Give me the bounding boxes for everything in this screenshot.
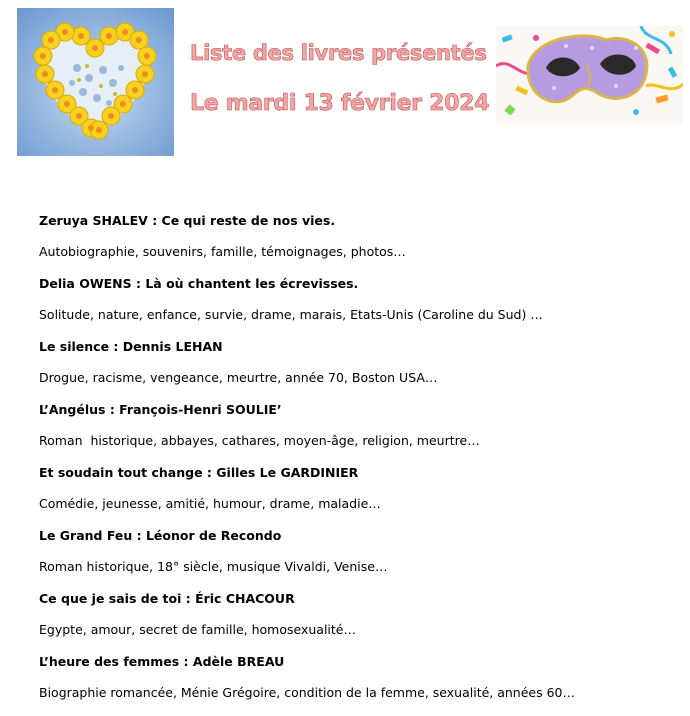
book-title: Zeruya SHALEV : Ce qui reste de nos vies. (39, 213, 336, 228)
book-entry (39, 338, 679, 387)
book-entry (39, 212, 679, 261)
book-entry (39, 275, 679, 324)
book-title: Le Grand Feu : Léonor de Recondo (39, 528, 282, 543)
carnival-mask-illustration (496, 26, 683, 124)
book-description: Roman historique, 18° siècle, musique Vivaldi, Venise… (39, 559, 388, 574)
daffodil-heart-image (17, 8, 174, 156)
book-list (39, 212, 679, 716)
book-description: Comédie, jeunesse, amitié, humour, drame, maladie… (39, 496, 381, 511)
book-title: Et soudain tout change : Gilles Le GARDINIER (39, 465, 359, 480)
book-entry (39, 653, 679, 702)
book-description: Biographie romancée, Ménie Grégoire, condition de la femme, sexualité, années 60… (39, 685, 576, 700)
title-line-1: Liste des livres présentés (190, 41, 487, 65)
book-title: Le silence : Dennis LEHAN (39, 339, 223, 354)
book-title: L’Angélus : François-Henri SOULIE’ (39, 402, 282, 417)
book-description: Autobiographie, souvenirs, famille, témoignages, photos… (39, 244, 406, 259)
book-entry (39, 464, 679, 513)
book-title: Delia OWENS : Là où chantent les écrevisses. (39, 276, 359, 291)
carnival-mask-image (496, 26, 683, 124)
book-entry (39, 590, 679, 639)
daffodil-heart-illustration (17, 8, 174, 156)
book-description: Egypte, amour, secret de famille, homosexualité… (39, 622, 356, 637)
book-title: L’heure des femmes : Adèle BREAU (39, 654, 285, 669)
book-description: Drogue, racisme, vengeance, meurtre, année 70, Boston USA… (39, 370, 438, 385)
book-description: Roman historique, abbayes, cathares, moyen-âge, religion, meurtre… (39, 433, 480, 448)
book-title: Ce que je sais de toi : Éric CHACOUR (39, 591, 295, 606)
book-entry (39, 527, 679, 576)
book-entry (39, 401, 679, 450)
header-title (190, 40, 490, 117)
book-description: Solitude, nature, enfance, survie, drame, marais, Etats-Unis (Caroline du Sud) … (39, 307, 543, 322)
title-line-2: Le mardi 13 février 2024 (190, 91, 490, 116)
